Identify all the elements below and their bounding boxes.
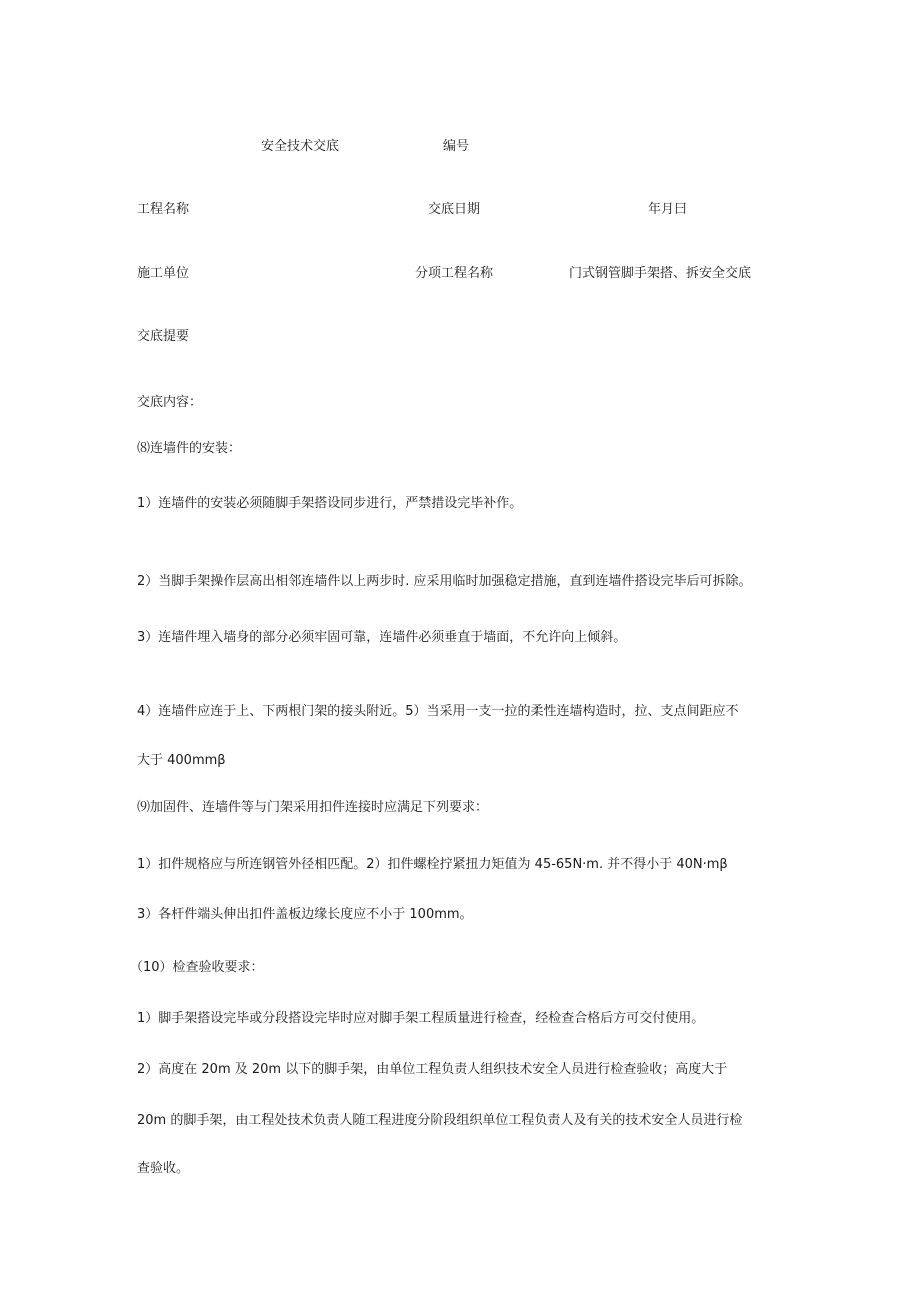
section-heading: ⑻连墙件的安装： (137, 441, 242, 456)
content-line: 2）高度在 20m 及 20m 以下的脚手架，由单位工程负责人组织技术安全人员进行检查验收；高度大于 (137, 1062, 728, 1077)
number-label: 编号 (443, 139, 470, 154)
content-line: 3）连墙件埋入墙身的部分必须牢固可靠，连墙件必须垂直于墙面，不允许向上倾斜。 (137, 630, 627, 645)
subitem-value: 门式钢管脚手架搭、拆安全交底 (569, 266, 752, 281)
section-heading: ⑼加固件、连墙件等与门架采用扣件连接时应满足下列要求： (137, 800, 489, 815)
content-label: 交底内容： (137, 395, 203, 410)
content-line: 2）当脚手架操作层高出相邻连墙件以上两步时. 应采用临时加强稳定措施，直到连墙件搭设完毕后可拆除。 (137, 574, 752, 589)
date-value: 年月曰 (648, 202, 688, 217)
document-title: 安全技术交底 (261, 139, 340, 154)
construction-unit-label: 施工单位 (137, 266, 190, 281)
content-line: 1）扣件规格应与所连钢管外径相匹配。2）扣件螺栓拧紧扭力矩值为 45-65N·m. 并不得小于 40N·mβ (137, 857, 728, 872)
content-line: 查验收。 (137, 1161, 190, 1176)
summary-label: 交底提要 (137, 329, 190, 344)
content-line: 4）连墙件应连于上、下两根门架的接头附近。5）当采用一支一拉的柔性连墙构造时，拉、支点间距应不 (137, 704, 739, 719)
project-name-label: 工程名称 (137, 202, 190, 217)
subitem-label: 分项工程名称 (415, 266, 494, 281)
content-line: 1）脚手架搭设完毕或分段搭设完毕时应对脚手架工程质量进行检查，经检查合格后方可交付使用。 (137, 1011, 705, 1026)
content-line: 3）各杆件端头伸出扣件盖板边缘长度应不小于 100mm。 (137, 907, 473, 922)
content-line: 1）连墙件的安装必须随脚手架搭设同步进行，严禁措设完毕补作。 (137, 496, 523, 511)
content-line: 20m 的脚手架，由工程处技术负责人随工程进度分阶段组织单位工程负责人及有关的技术安全人员进行检 (137, 1113, 743, 1128)
date-label: 交底日期 (428, 202, 481, 217)
section-heading: （10）检查验收要求： (130, 960, 264, 975)
content-line: 大于 400mmβ (137, 753, 226, 768)
